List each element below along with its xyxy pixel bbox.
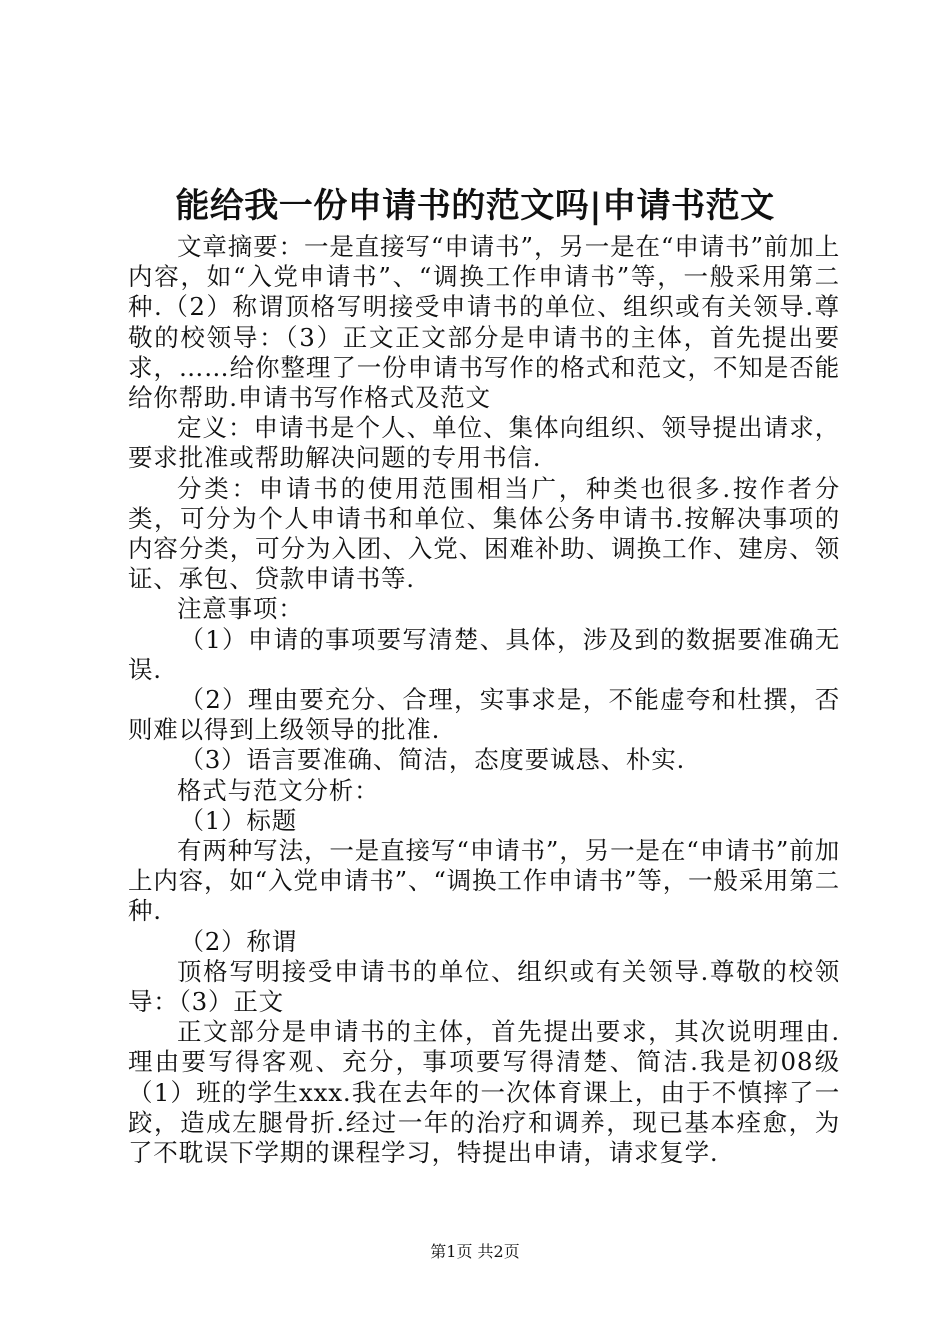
format-heading: 格式与范文分析： [177,775,380,805]
format-body-paragraph: 正文部分是申请书的主体，首先提出要求，其次说明理由.理由要写得客观、充分，事项要写得清楚、简洁.我是初08级（1）班的学生xxx.我在去年的一次体育课上，由于不慎摔了一跤，造成左腿骨折.经过一年的治疗和调养，现已基本痊愈，为了不耽误下学期的课程学习，特提出申请，请求复学. [128,1017,840,1168]
note-item-3: （3）语言要准确、简洁，态度要诚恳、朴实. [179,745,686,775]
page-title: 能给我一份申请书的范文吗|申请书范文 [175,186,775,226]
format-title-paragraph: 有两种写法，一是直接写“申请书”，另一是在“申请书”前加上内容，如“入党申请书”、“调换工作申请书”等，一般采用第二种. [128,836,840,926]
classification-paragraph: 分类：申请书的使用范围相当广，种类也很多.按作者分类，可分为个人申请书和单位、集体公务申请书.按解决事项的内容分类，可分为入团、入党、困难补助、调换工作、建房、领证、承包、贷款申请书等. [128,473,840,594]
note-item-1: （1）申请的事项要写清楚、具体，涉及到的数据要准确无误. [128,624,840,684]
format-salutation-heading: （2）称谓 [179,926,298,956]
definition-paragraph: 定义：申请书是个人、单位、集体向组织、领导提出请求，要求批准或帮助解决问题的专用书信. [128,413,840,473]
notes-heading: 注意事项： [177,594,304,624]
format-salutation-paragraph: 顶格写明接受申请书的单位、组织或有关领导.尊敬的校领导：（3）正文 [128,956,840,1017]
format-title-heading: （1）标题 [179,805,298,835]
summary-paragraph: 文章摘要：一是直接写“申请书”，另一是在“申请书”前加上内容，如“入党申请书”、“调换工作申请书”等，一般采用第二种.（2）称谓顶格写明接受申请书的单位、组织或有关领导.尊敬的校领导：（3）正文正文部分是申请书的主体，首先提出要求，……给你整理了一份申请书写作的格式和范文，不知是否能给你帮助.申请书写作格式及范文 [128,232,840,413]
document-body [128,232,840,1168]
page-footer: 第1页 共2页 [430,1242,520,1261]
note-item-2: （2）理由要充分、合理，实事求是，不能虚夸和杜撰，否则难以得到上级领导的批准. [128,685,840,745]
